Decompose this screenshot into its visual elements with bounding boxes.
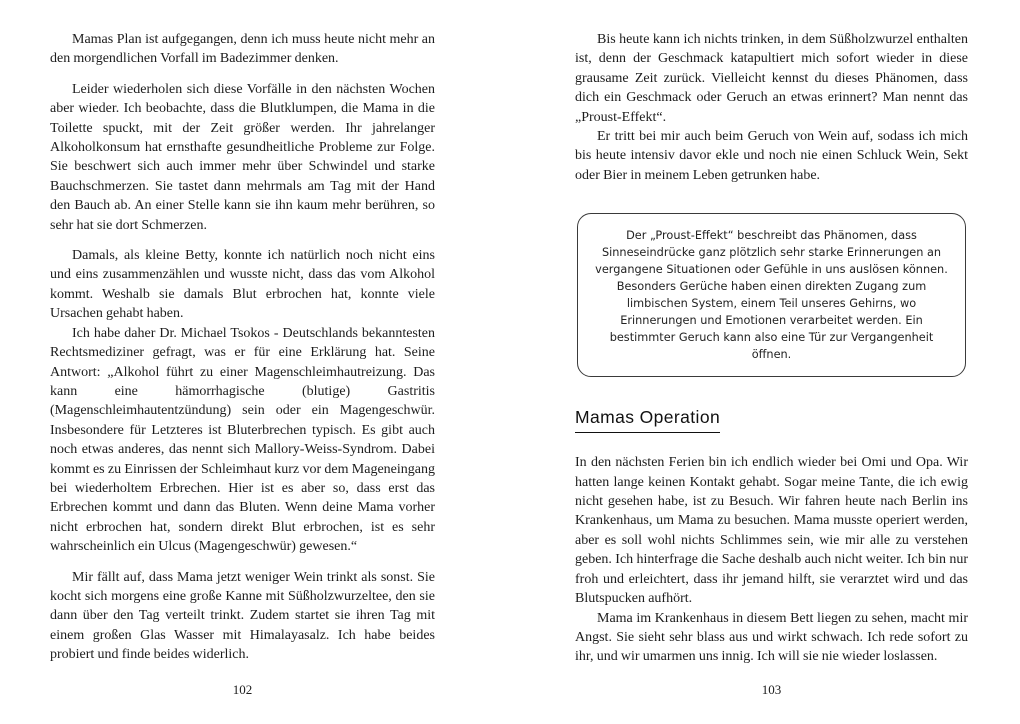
page-left-text [50, 30, 435, 665]
body-paragraph: Mir fällt auf, dass Mama jetzt weniger Wein trinkt als sonst. Sie kocht sich morgens eine große Kanne mit Süßholzwurzeltee, den sie dann über den Tag verteilt trinkt. Zudem startet sie ihren Tag mit einem großen Glas Wasser mit Himalayasalz. Ich habe beides probiert und finde beides widerlich. [50, 569, 435, 663]
section-heading [575, 407, 968, 433]
proust-effect-info-box [577, 213, 966, 377]
page-number-right: 103 [761, 682, 782, 697]
page-right-text [575, 30, 968, 667]
body-paragraph: Leider wiederholen sich diese Vorfälle in den nächsten Wochen aber wieder. Ich beobachte, dass die Blutklumpen, die Mama in die Toilette spuckt, mit der Zeit größer werden. Ihr jahrelanger Alkoholkonsum hat ernsthafte gesundheitliche Probleme zur Folge. Sie beschwert sich auch immer mehr über Schwindel und starke Bauchschmerzen. Sie tastet dann mehrmals am Tag mit der Hand den Bauch ab. An einer Stelle kann sie ihn kaum mehr berühren, so sehr hat sie dort Schmerzen. [50, 81, 435, 233]
body-paragraph: Mama im Krankenhaus in diesem Bett liegen zu sehen, macht mir Angst. Sie sieht sehr blass aus und wirkt schwach. Ich rede sofort zu ihr, und wir umarmen uns innig. Ich will sie nie wieder loslassen. [575, 610, 968, 665]
page-number-left: 102 [232, 682, 253, 697]
body-paragraph: Er tritt bei mir auch beim Geruch von Wein auf, sodass ich mich bis heute intensiv davor ekle und noch nie einen Schluck Wein, Sekt oder Bier in meinem Leben getrunken habe. [575, 129, 968, 183]
body-paragraph: Mamas Plan ist aufgegangen, denn ich muss heute nicht mehr an den morgendlichen Vorfall im Badezimmer denken. [50, 32, 435, 67]
section-heading-text: Mamas Operation [575, 407, 720, 433]
body-paragraph: Bis heute kann ich nichts trinken, in dem Süßholzwurzel enthalten ist, denn der Geschmack katapultiert mich sofort wieder in diese grausame Zeit zurück. Vielleicht kennst du dieses Phänomen, dass dich ein Geschmack oder Geruch an etwas erinnert? Man nennt das „Proust-Effekt“. [575, 32, 968, 125]
info-box-text: Der „Proust-Effekt“ beschreibt das Phänomen, dass Sinneseindrücke ganz plötzlich sehr starke Erinnerungen an vergangene Situationen oder Gefühle in uns auslösen können. Besonders Gerüche haben einen direkten Zugang zum limbischen System, einem Teil unseres Gehirns, wo Erinnerungen und Emotionen verarbeitet werden. Ein bestimmter Geruch kann also eine Tür zur Vergangenheit öffnen. [595, 229, 948, 362]
body-paragraph: In den nächsten Ferien bin ich endlich wieder bei Omi und Opa. Wir hatten lange keinen Kontakt gehabt. Sogar meine Tante, die ich ewig nicht gesehen habe, ist zu Besuch. Wir fahren heute nach Berlin ins Krankenhaus, um Mama zu besuchen. Mama musste operiert werden, aber es soll wohl nichts Schlimmes sein, wie mir alle zu verstehen geben. Ich hinterfrage die Sache deshalb auch nicht weiter. Ich bin nur froh und erleichtert, dass ihr jemand hilft, sie verarztet wird und das Blutspucken aufhört. [575, 455, 968, 607]
body-paragraph: Ich habe daher Dr. Michael Tsokos - Deutschlands bekanntesten Rechtsmediziner gefragt, was er für eine Erklärung hat. Seine Antwort: „Alkohol führt zu einer Magenschleimhautreizung. Das kann eine hämorrhagische (blutige) Gastritis (Magenschleimhautentzündung) sein oder ein Magengeschwür. Insbesondere für Letzteres ist Bluterbrechen typisch. Es gibt auch noch etwas anderes, das nennt sich Mallory-Weiss-Syndrom. Dabei kommt es zu Einrissen der Schleimhaut kurz vor dem Mageneingang bei wiederholtem Erbrechen. Hier ist es aber so, dass erst das Erbrechen kommt und dann das Bluten. Wenn deine Mama vorher nicht erbrochen hat, sondern direkt Blut erbrochen, ist es sehr wahrscheinlich ein Ulcus (Magengeschwür) gewesen.“ [50, 325, 435, 555]
body-paragraph: Damals, als kleine Betty, konnte ich natürlich noch nicht eins und eins zusammenzählen und wusste nicht, dass das vom Alkohol kommt. Weshalb sie damals Blut erbrochen hat, konnte viele Ursachen gehabt haben. [50, 248, 435, 322]
page-right [510, 0, 1020, 724]
